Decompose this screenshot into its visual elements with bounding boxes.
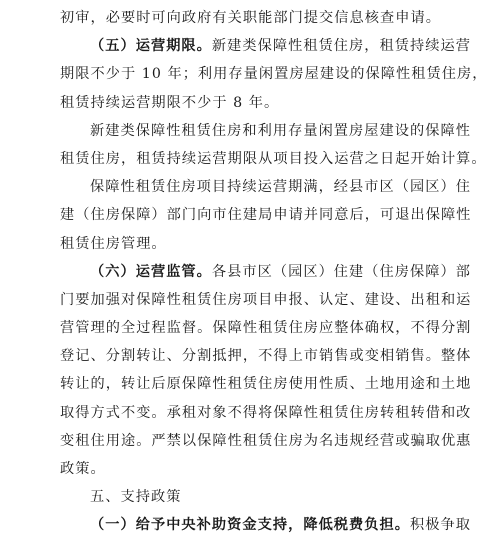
paragraph-line: 登记、分割转让、分割抵押，不得上市销售或变相销售。整体 <box>60 348 472 365</box>
paragraph-line: 政策。 <box>60 461 106 477</box>
paragraph-line <box>60 258 471 286</box>
line-text: 各县市区（园区）住建（住房保障）部 <box>211 263 471 280</box>
paragraph-line: 转让的，转让后原保障性租赁住房使用性质、土地用途和土地 <box>60 376 472 393</box>
paragraph-line: 租赁住房管理。 <box>60 235 167 252</box>
section-heading-operation-period: （五）运营期限。 <box>90 38 212 55</box>
paragraph-line: 建（住房保障）部门向市住建局申请并同意后，可退出保障性 <box>60 207 472 224</box>
paragraph-line: 保障性租赁住房项目持续运营期满，经县市区（园区）住 <box>90 179 471 196</box>
paragraph-line: 变租住用途。严禁以保障性租赁住房为名违规经营或骗取优惠 <box>60 432 472 449</box>
line-text: 积极争取 <box>410 517 471 534</box>
paragraph-line: 门要加强对保障性租赁住房项目申报、认定、建设、出租和运 <box>60 291 472 308</box>
paragraph-line: 租赁住房，租赁持续运营期限从项目投入运营之日起开始计算。 <box>60 150 487 167</box>
paragraph-line <box>60 511 471 539</box>
paragraph-line: 取得方式不变。承租对象不得将保障性租赁住房转租转借和改 <box>60 404 472 421</box>
document-body <box>60 4 487 540</box>
paragraph-line: 期限不少于 10 年；利用存量闲置房屋建设的保障性租赁住房， <box>60 66 487 83</box>
paragraph-line: 租赁持续运营期限不少于 8 年。 <box>60 94 280 111</box>
paragraph-line: 新建类保障性租赁住房和利用存量闲置房屋建设的保障性 <box>90 122 471 139</box>
line-text: 新建类保障性租赁住房，租赁持续运营 <box>211 38 471 55</box>
section-heading-operation-supervision: （六）运营监管。 <box>90 263 212 280</box>
paragraph-line <box>60 32 471 60</box>
paragraph-line: 营管理的全过程监督。保障性租赁住房应整体确权，不得分割 <box>60 320 472 337</box>
section-heading-central-subsidy: （一）给予中央补助资金支持，降低税费负担。 <box>90 517 410 534</box>
paragraph-line: 初审，必要时可向政府有关职能部门提交信息核查申请。 <box>60 10 441 26</box>
chapter-heading-support-policy: 五、支持政策 <box>90 489 182 506</box>
